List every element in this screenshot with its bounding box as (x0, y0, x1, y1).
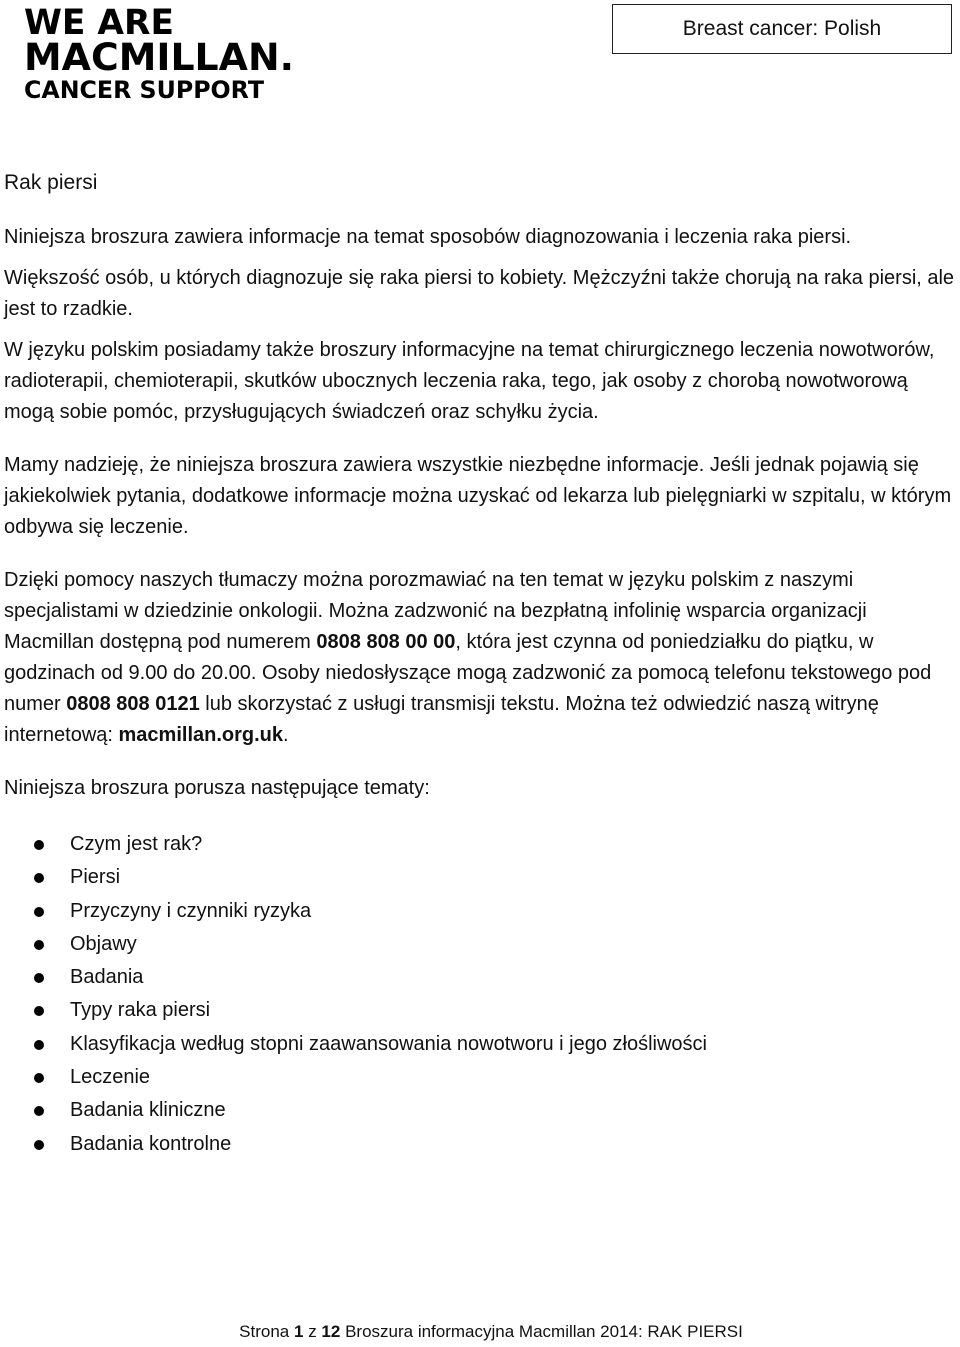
document-body (4, 166, 956, 1161)
list-item (4, 861, 956, 894)
footer-page-current: 1 (293, 1322, 304, 1341)
footer-page-total: 12 (321, 1322, 341, 1341)
contact-text-2: , która jest czynna od poniedziałku do piątku, w godzinach od 9.00 do 20.00. Osoby niedosłyszące mogą zadzwonić za pomocą telefonu tekstowego pod numer (4, 631, 932, 715)
logo-line-3: CANCER SUPPORT (24, 76, 265, 100)
bullet-icon (34, 840, 44, 850)
support-line-number: 0808 808 00 00 (316, 631, 456, 653)
language-tag (612, 4, 952, 54)
bullet-icon (34, 940, 44, 950)
contact-text-4: . (283, 724, 289, 746)
list-item (4, 828, 956, 861)
bullet-icon (34, 907, 44, 917)
logo-line-2: MACMILLAN. (24, 36, 294, 79)
document-title: Rak piersi (4, 171, 98, 194)
macmillan-logo-graphic (24, 4, 304, 100)
contact-text-3: lub skorzystać z usługi transmisji tekstu. Można też odwiedzić naszą witrynę internetową: (4, 693, 879, 746)
other-leaflets-paragraph: W języku polskim posiadamy także broszury informacyjne na temat chirurgicznego leczenia nowotworów, radioterapii, chemioterapii, skutków ubocznych leczenia raka, tego, jak osoby z chorobą nowotworową mogą sobie pomóc, przysługujących świadczeń oraz schyłku życia. (4, 339, 935, 423)
website-link[interactable]: macmillan.org.uk (118, 724, 284, 746)
list-item (4, 994, 956, 1027)
patients-paragraph: Większość osób, u których diagnozuje się raka piersi to kobiety. Mężczyźni także chorują na raka piersi, ale jest to rzadkie. (4, 267, 955, 320)
list-item (4, 1128, 956, 1161)
list-item (4, 961, 956, 994)
list-item-label: Badania kliniczne (70, 1099, 226, 1122)
list-item-label: Piersi (70, 866, 121, 889)
bullet-icon (34, 1040, 44, 1050)
list-item-label: Badania kontrolne (70, 1132, 232, 1155)
questions-paragraph: Mamy nadzieję, że niniejsza broszura zawiera wszystkie niezbędne informacje. Jeśli jednak pojawią się jakiekolwiek pytania, dodatkowe informacje można uzyskać od lekarza lub pielęgniarki w szpitalu, w którym odbywa się leczenie. (4, 454, 952, 538)
list-item-label: Objawy (70, 932, 137, 955)
bullet-icon (34, 1106, 44, 1116)
bullet-icon (34, 973, 44, 983)
footer-label: Broszura informacyjna Macmillan 2014: RAK PIERSI (345, 1322, 743, 1341)
intro-paragraph: Niniejsza broszura zawiera informacje na temat sposobów diagnozowania i leczenia raka piersi. (4, 226, 852, 248)
list-item (4, 928, 956, 961)
list-item (4, 895, 956, 928)
language-tag-text: Breast cancer: Polish (682, 17, 882, 40)
page-footer (0, 1322, 960, 1342)
bullet-icon (34, 1006, 44, 1016)
list-item-label: Typy raka piersi (70, 999, 211, 1022)
list-item-label: Klasyfikacja według stopni zaawansowania nowotworu i jego złośliwości (70, 1032, 707, 1055)
list-item (4, 1094, 956, 1127)
contact-paragraph (4, 565, 956, 751)
bullet-icon (34, 873, 44, 883)
bullet-icon (34, 1073, 44, 1083)
bullet-icon (34, 1140, 44, 1150)
logo-line-1: WE ARE (24, 4, 174, 43)
list-item (4, 1061, 956, 1094)
list-item-label: Czym jest rak? (70, 833, 203, 855)
topics-intro: Niniejsza broszura porusza następujące tematy: (4, 777, 430, 799)
macmillan-logo (24, 4, 304, 100)
list-item-label: Przyczyny i czynniki ryzyka (70, 899, 312, 922)
topics-list (4, 828, 956, 1161)
footer-of-word: z (308, 1322, 317, 1341)
list-item-label: Leczenie (70, 1066, 151, 1089)
textphone-number: 0808 808 0121 (66, 693, 200, 715)
footer-page-word: Strona (239, 1322, 290, 1341)
contact-text-1: Dzięki pomocy naszych tłumaczy można porozmawiać na ten temat w języku polskim z naszymi specjalistami w dziedzinie onkologii. Można zadzwonić na bezpłatną infolinię wsparcia organizacji Macmillan dostępną pod numerem (4, 569, 867, 653)
list-item-label: Badania (70, 966, 144, 989)
list-item (4, 1028, 956, 1061)
